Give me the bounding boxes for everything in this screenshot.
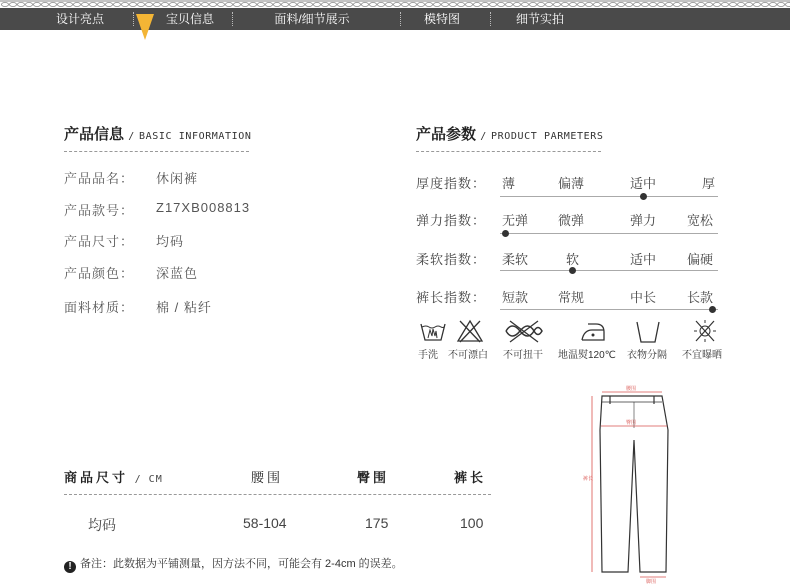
no-wring-icon: [502, 318, 546, 344]
border-link: [434, 3, 441, 7]
border-link: [530, 3, 537, 7]
care-label: 手洗: [418, 350, 438, 361]
nav-separator: [133, 12, 134, 26]
border-link: [58, 3, 65, 7]
care-label: 不宜曝晒: [682, 350, 722, 361]
border-link: [546, 3, 553, 7]
border-link: [210, 3, 217, 7]
param-option: 微弹: [558, 213, 585, 228]
border-link: [234, 3, 241, 7]
pants-measurement-diagram: [568, 380, 700, 585]
border-link: [242, 3, 249, 7]
param-option: 柔软: [502, 252, 529, 267]
border-link: [658, 3, 665, 7]
border-link: [402, 3, 409, 7]
border-link: [770, 3, 777, 7]
divider: [64, 494, 491, 495]
border-link: [626, 3, 633, 7]
param-option: 偏硬: [687, 252, 714, 267]
border-link: [322, 3, 329, 7]
note-text: 备注：此数据为平铺测量，因方法不同，可能会有 2-4cm 的误差。: [80, 558, 403, 570]
border-link: [394, 3, 401, 7]
border-link: [570, 3, 577, 7]
border-link: [66, 3, 73, 7]
border-link: [642, 3, 649, 7]
size-table-title-text: 商品尺寸: [64, 470, 129, 485]
border-link: [498, 3, 505, 7]
param-scale-line: [500, 233, 718, 234]
border-link: [74, 3, 81, 7]
border-link: [562, 3, 569, 7]
size-value-waist: 58-104: [243, 515, 287, 531]
nav-decorative-border: [0, 0, 790, 8]
product-info-title-cn: 产品信息: [64, 126, 125, 143]
size-header-length: 裤长: [454, 470, 487, 485]
product-info-title-en: BASIC INFORMATION: [138, 131, 252, 142]
border-link: [114, 3, 121, 7]
nav-separator: [400, 12, 401, 26]
param-option: 中长: [630, 290, 657, 305]
product-params-title-en: PRODUCT PARMETERS: [490, 131, 604, 142]
border-link: [18, 3, 25, 7]
nav-item-fabric-detail[interactable]: 面料/细节展示: [274, 12, 350, 26]
param-option: 薄: [502, 176, 516, 191]
param-scale-line: [500, 309, 718, 310]
border-link: [106, 3, 113, 7]
border-link: [330, 3, 337, 7]
diagram-hip-label: 臀围: [626, 420, 637, 426]
param-label-elasticity: 弹力指数：: [416, 213, 487, 228]
size-value-length: 100: [460, 515, 484, 531]
border-link: [426, 3, 433, 7]
border-link: [634, 3, 641, 7]
border-link: [578, 3, 585, 7]
info-label-sku: 产品款号：: [64, 203, 135, 218]
param-option: 长款: [687, 290, 714, 305]
no-sun-dry-icon: [690, 318, 720, 344]
border-link: [386, 3, 393, 7]
diagram-hem-label: 脚围: [646, 579, 657, 585]
care-label: 不可扭干: [503, 350, 543, 361]
care-label: 地温熨120℃: [558, 350, 616, 361]
exclamation-icon: !: [64, 561, 76, 573]
border-link: [250, 3, 257, 7]
product-params-title: 产品参数 / PRODUCT PARMETERS: [416, 126, 604, 143]
border-link: [98, 3, 105, 7]
no-bleach-icon: [455, 318, 485, 344]
iron-low-icon: [578, 318, 608, 344]
param-option: 厚: [702, 176, 716, 191]
border-link: [306, 3, 313, 7]
border-link: [130, 3, 137, 7]
border-link: [474, 3, 481, 7]
param-option: 适中: [630, 176, 657, 191]
border-link: [594, 3, 601, 7]
border-link: [778, 3, 785, 7]
param-level-dot: [502, 230, 509, 237]
param-label-thickness: 厚度指数：: [416, 176, 487, 191]
param-option: 弹力: [630, 213, 657, 228]
top-nav-bar: [0, 8, 790, 30]
border-link: [170, 3, 177, 7]
border-link: [410, 3, 417, 7]
border-link: [138, 3, 145, 7]
param-level-dot: [640, 193, 647, 200]
param-option: 偏薄: [558, 176, 585, 191]
border-link: [450, 3, 457, 7]
diagram-length-label: 裤长: [583, 476, 594, 482]
param-option: 宽松: [687, 213, 714, 228]
border-link: [34, 3, 41, 7]
border-link: [714, 3, 721, 7]
border-link: [722, 3, 729, 7]
param-option: 无弹: [502, 213, 529, 228]
border-link: [506, 3, 513, 7]
border-link: [154, 3, 161, 7]
border-link: [706, 3, 713, 7]
product-info-title: 产品信息 / BASIC INFORMATION: [64, 126, 252, 143]
border-link: [178, 3, 185, 7]
info-value-sku: Z17XB008813: [156, 200, 251, 215]
border-link: [682, 3, 689, 7]
border-link: [538, 3, 545, 7]
border-link: [122, 3, 129, 7]
param-option: 常规: [558, 290, 585, 305]
border-link: [466, 3, 473, 7]
param-scale-line: [500, 196, 718, 197]
border-link: [554, 3, 561, 7]
diagram-waist-label: 腰围: [626, 386, 637, 392]
border-link: [690, 3, 697, 7]
divider: [64, 151, 249, 152]
border-link: [162, 3, 169, 7]
border-link: [82, 3, 89, 7]
nav-item-product-info[interactable]: 宝贝信息: [165, 12, 214, 26]
border-link: [458, 3, 465, 7]
nav-item-design[interactable]: 设计亮点: [55, 12, 104, 26]
size-table-unit: / CM: [134, 474, 163, 485]
nav-active-pointer: [136, 14, 154, 40]
border-link: [786, 3, 790, 7]
info-value-size: 均码: [156, 234, 185, 249]
border-link: [490, 3, 497, 7]
measurement-note: [64, 555, 403, 573]
border-link: [354, 3, 361, 7]
border-link: [338, 3, 345, 7]
border-link: [370, 3, 377, 7]
nav-item-model[interactable]: 模特图: [423, 12, 460, 26]
border-link: [90, 3, 97, 7]
border-link: [762, 3, 769, 7]
border-link: [514, 3, 521, 7]
border-link: [666, 3, 673, 7]
border-link: [618, 3, 625, 7]
product-params-title-cn: 产品参数: [416, 126, 477, 143]
info-value-name: 休闲裤: [156, 171, 199, 186]
nav-separator: [232, 12, 233, 26]
border-link: [698, 3, 705, 7]
border-link: [42, 3, 49, 7]
size-header-hip: 臀围: [357, 470, 390, 485]
border-link: [50, 3, 57, 7]
info-label-name: 产品品名：: [64, 171, 135, 186]
border-link: [290, 3, 297, 7]
info-label-color: 产品颜色：: [64, 266, 135, 281]
param-level-dot: [709, 306, 716, 313]
param-scale-line: [500, 270, 718, 271]
border-link: [362, 3, 369, 7]
nav-item-detail-photos[interactable]: 细节实拍: [515, 12, 564, 26]
border-link: [2, 3, 9, 7]
border-link: [10, 3, 17, 7]
border-link: [586, 3, 593, 7]
size-row-name: 均码: [88, 517, 116, 533]
border-link: [202, 3, 209, 7]
border-link: [258, 3, 265, 7]
border-link: [746, 3, 753, 7]
wash-separately-icon: [633, 318, 663, 344]
border-link: [282, 3, 289, 7]
param-option: 适中: [630, 252, 657, 267]
param-label-length: 裤长指数：: [416, 290, 487, 305]
nav-separator: [490, 12, 491, 26]
info-value-material: 棉 / 粘纤: [156, 300, 212, 315]
border-link: [442, 3, 449, 7]
border-link: [754, 3, 761, 7]
border-link: [266, 3, 273, 7]
info-label-size: 产品尺寸：: [64, 234, 135, 249]
care-label: 不可漂白: [448, 350, 488, 361]
size-table-title: [64, 467, 163, 486]
border-link: [298, 3, 305, 7]
border-link: [218, 3, 225, 7]
param-label-softness: 柔软指数：: [416, 252, 487, 267]
divider: [416, 151, 601, 152]
border-link: [610, 3, 617, 7]
border-link: [418, 3, 425, 7]
border-link: [146, 3, 153, 7]
border-link: [314, 3, 321, 7]
info-value-color: 深蓝色: [156, 266, 199, 281]
param-option: 软: [566, 252, 580, 267]
border-link: [650, 3, 657, 7]
border-link: [738, 3, 745, 7]
border-link: [194, 3, 201, 7]
border-link: [346, 3, 353, 7]
border-link: [186, 3, 193, 7]
border-link: [26, 3, 33, 7]
border-link: [378, 3, 385, 7]
border-link: [730, 3, 737, 7]
size-header-waist: 腰围: [251, 470, 284, 485]
border-link: [602, 3, 609, 7]
param-option: 短款: [502, 290, 529, 305]
border-link: [482, 3, 489, 7]
care-label: 衣物分隔: [627, 350, 667, 361]
border-link: [674, 3, 681, 7]
border-link: [522, 3, 529, 7]
param-level-dot: [569, 267, 576, 274]
border-link: [226, 3, 233, 7]
size-value-hip: 175: [365, 515, 389, 531]
hand-wash-icon: [418, 318, 448, 344]
border-link: [274, 3, 281, 7]
info-label-material: 面料材质：: [64, 300, 135, 315]
